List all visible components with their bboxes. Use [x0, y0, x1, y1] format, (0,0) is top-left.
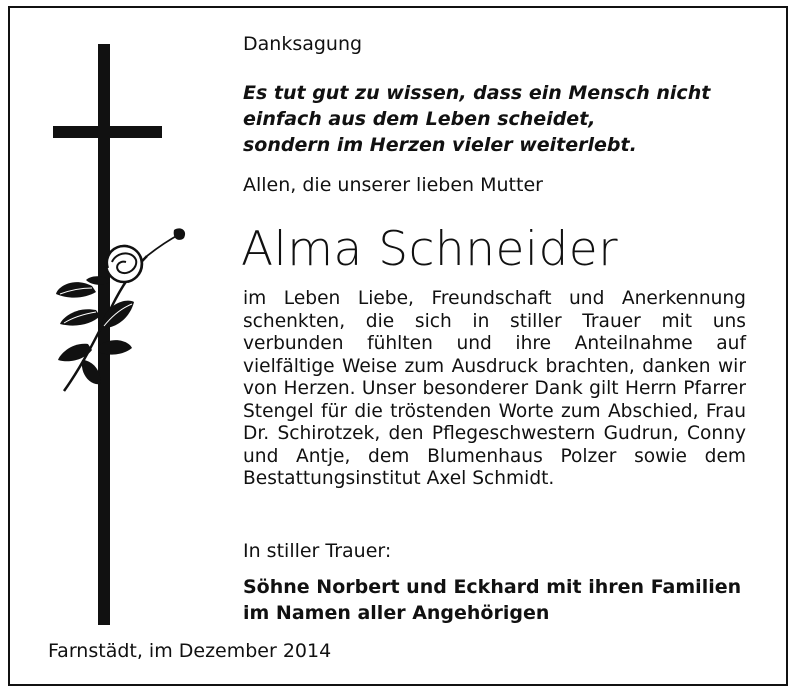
- intro-text: Allen, die unserer lieben Mutter: [243, 174, 543, 196]
- quote-line: sondern im Herzen vieler weiterlebt.: [243, 134, 637, 156]
- rose-icon: [52, 226, 192, 396]
- quote-line: Es tut gut zu wissen, dass ein Mensch nicht: [243, 82, 711, 104]
- place-date: Farnstädt, im Dezember 2014: [48, 640, 332, 662]
- cross-crossbar: [53, 126, 162, 138]
- thanks-paragraph: im Leben Liebe, Freundschaft und Anerkennung schenkten, die sich in stiller Trauer mit uns verbunden fühlten und ihre Anteilnahme auf vielfältige Weise zum Ausdruck brachten, danken wir von Herzen. Unser besonderer Dank gilt Herrn Pfarrer Stengel für die tröstenden Worte zum Abschied, Frau Dr. Schirotzek, den Pflegeschwestern Gudrun, Conny und Antje, dem Blumenhaus Polzer sowie dem Bestattungsinstitut Axel Schmidt.: [243, 288, 746, 489]
- memorial-quote: [243, 80, 710, 158]
- quote-line: einfach aus dem Leben scheidet,: [243, 108, 596, 130]
- deceased-name: Alma Schneider: [241, 222, 619, 277]
- family-signature: [243, 574, 741, 626]
- family-line: Söhne Norbert und Eckhard mit ihren Familien: [243, 576, 742, 598]
- family-line: im Namen aller Angehörigen: [243, 602, 550, 624]
- notice-heading: Danksagung: [243, 33, 363, 55]
- mourning-label: In stiller Trauer:: [243, 540, 392, 562]
